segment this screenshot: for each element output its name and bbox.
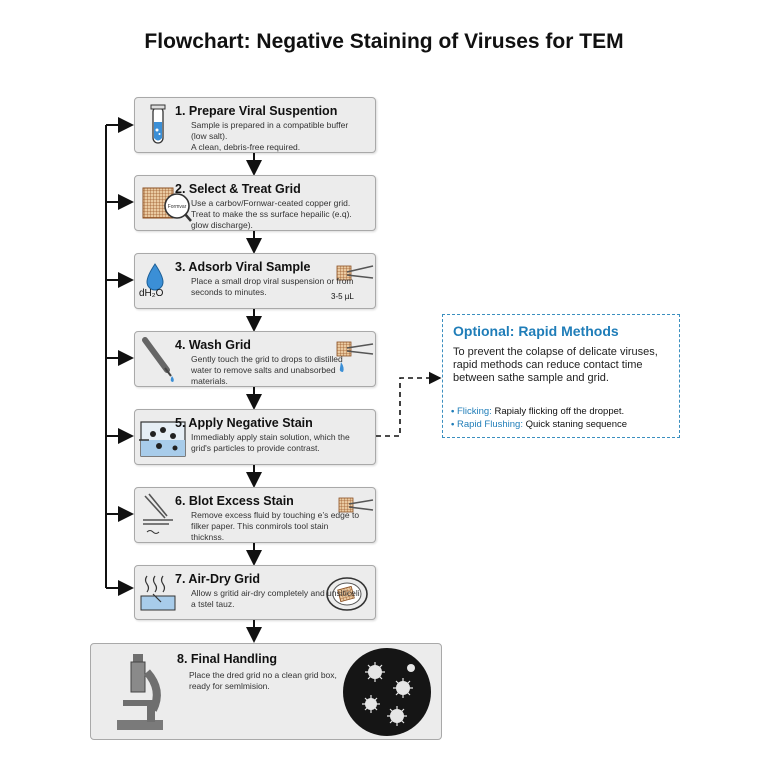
step-description: Place a small drop viral suspension or from seconds to minutes. xyxy=(191,276,354,297)
step-title: 1. Prepare Viral Suspention xyxy=(175,104,338,118)
step-5-box xyxy=(134,409,376,465)
step-8-box xyxy=(90,643,442,740)
step-title: 7. Air-Dry Grid xyxy=(175,572,260,586)
step-description: Use a carbov/Fornwar-ceated copper grid. Treat to make the ss surface hepailic (e.q). glow discharge). xyxy=(191,198,352,230)
step-6-box xyxy=(134,487,376,543)
step-description: Gently touch the grid to drops to distilled water to remove salts and unabsorbed materials. xyxy=(191,354,343,386)
step-description: Sample is prepared in a compatible buffer (low salt). A clean, debris-free required. xyxy=(191,120,349,152)
list-item: • Flicking: Rapialy flicking off the droppet. xyxy=(451,405,627,418)
test-tube-icon xyxy=(147,104,169,146)
step-description: Place the dred grid no a clean grid box, ready for semlmision. xyxy=(189,670,337,691)
tem-image-icon xyxy=(341,646,433,738)
step-1-box xyxy=(134,97,376,153)
step-3-box xyxy=(134,253,376,309)
optional-title: Optional: Rapid Methods xyxy=(453,323,619,339)
page-title: Flowchart: Negative Staining of Viruses for TEM xyxy=(144,30,624,53)
dashed-optional-arrow xyxy=(376,378,440,436)
svg-text:Formvar: Formvar xyxy=(167,204,187,210)
pipette-icon xyxy=(139,336,177,384)
list-item: • Rapid Flushing: Quick staning sequence xyxy=(451,418,627,431)
optional-methods-list xyxy=(451,405,627,431)
optional-rapid-methods-box xyxy=(442,314,680,438)
step-title: 8. Final Handling xyxy=(177,652,278,666)
microscope-icon xyxy=(113,650,169,734)
step-description: Immediably apply stain solution, which the grid's particles to provide contrast. xyxy=(191,432,350,453)
step-title: 4. Wash Grid xyxy=(175,338,251,352)
step-7-box xyxy=(134,565,376,620)
dh2o-label: dH₂O xyxy=(139,288,164,299)
step-title: 6. Blot Excess Stain xyxy=(175,494,294,508)
volume-label: 3-5 µL xyxy=(331,292,354,301)
step-description: Remove excess fluid by touching e’s edge to filker paper. This conmirols tool stain thicknss. xyxy=(191,510,360,542)
step-2-box xyxy=(134,175,376,231)
filter-paper-icon xyxy=(139,492,179,540)
optional-description: To prevent the colapse of delicate viruses, rapid methods can reduce contact time between sathe sample and grid. xyxy=(453,346,658,384)
step-description: Allow s gritid air-dry completely and unsiticeli a tstel tauz. xyxy=(191,588,360,609)
step-title: 2. Select & Treat Grid xyxy=(175,182,301,196)
step-title: 3. Adsorb Viral Sample xyxy=(175,260,311,274)
step-title: 5. Apply Negative Stain xyxy=(175,416,313,430)
heat-waves-icon xyxy=(139,572,179,614)
step-4-box xyxy=(134,331,376,387)
